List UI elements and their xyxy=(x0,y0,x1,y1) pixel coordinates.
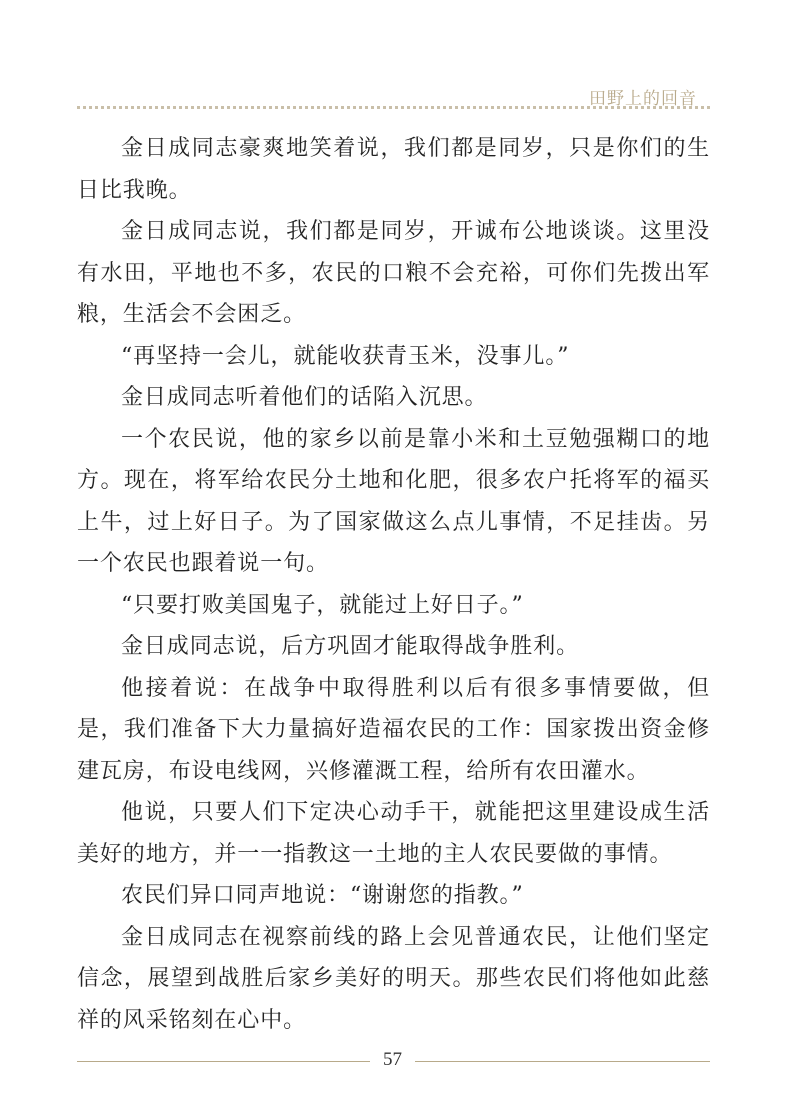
paragraph-3: “再坚持一会儿，就能收获青玉米，没事儿。” xyxy=(121,343,570,369)
footer-rule-left xyxy=(77,1061,370,1062)
header-dotted-divider xyxy=(77,106,710,109)
running-head-title: 田野上的回音 xyxy=(589,89,697,109)
paragraph-8: 他接着说：在战争中取得胜利以后有很多事情要做，但是，我们准备下大力量搞好造福农民的工作：国家拨出资金修建瓦房，布设电线网，兴修灌溉工程，给所有农田灌水。 xyxy=(77,675,710,784)
page-number: 57 xyxy=(383,1049,402,1070)
paragraph-11: 金日成同志在视察前线的路上会见普通农民，让他们坚定信念，展望到战胜后家乡美好的明天。那些农民们将他如此慈祥的风采铭刻在心中。 xyxy=(77,924,710,1033)
paragraph-6: “只要打败美国鬼子，就能过上好日子。” xyxy=(121,592,524,618)
paragraph-5: 一个农民说，他的家乡以前是靠小米和土豆勉强糊口的地方。现在，将军给农民分土地和化肥，很多农户托将军的福买上牛，过上好日子。为了国家做这么点儿事情，不足挂齿。另一个农民也跟着说一句。 xyxy=(77,426,710,576)
paragraph-7: 金日成同志说，后方巩固才能取得战争胜利。 xyxy=(121,634,580,659)
paragraph-1: 金日成同志豪爽地笑着说，我们都是同岁，只是你们的生日比我晚。 xyxy=(77,136,710,203)
paragraph-4: 金日成同志听着他们的话陷入沉思。 xyxy=(121,385,488,410)
paragraph-10: 农民们异口同声地说：“谢谢您的指教。” xyxy=(121,883,524,908)
paragraph-2: 金日成同志说，我们都是同岁，开诚布公地谈谈。这里没有水田，平地也不多，农民的口粮不会充裕，可你们先拨出军粮，生活会不会困乏。 xyxy=(77,219,710,327)
footer-rule-right xyxy=(415,1061,710,1062)
paragraph-9: 他说，只要人们下定决心动手干，就能把这里建设成生活美好的地方，并一一指教这一土地的主人农民要做的事情。 xyxy=(77,800,710,867)
body-text xyxy=(77,128,710,1041)
